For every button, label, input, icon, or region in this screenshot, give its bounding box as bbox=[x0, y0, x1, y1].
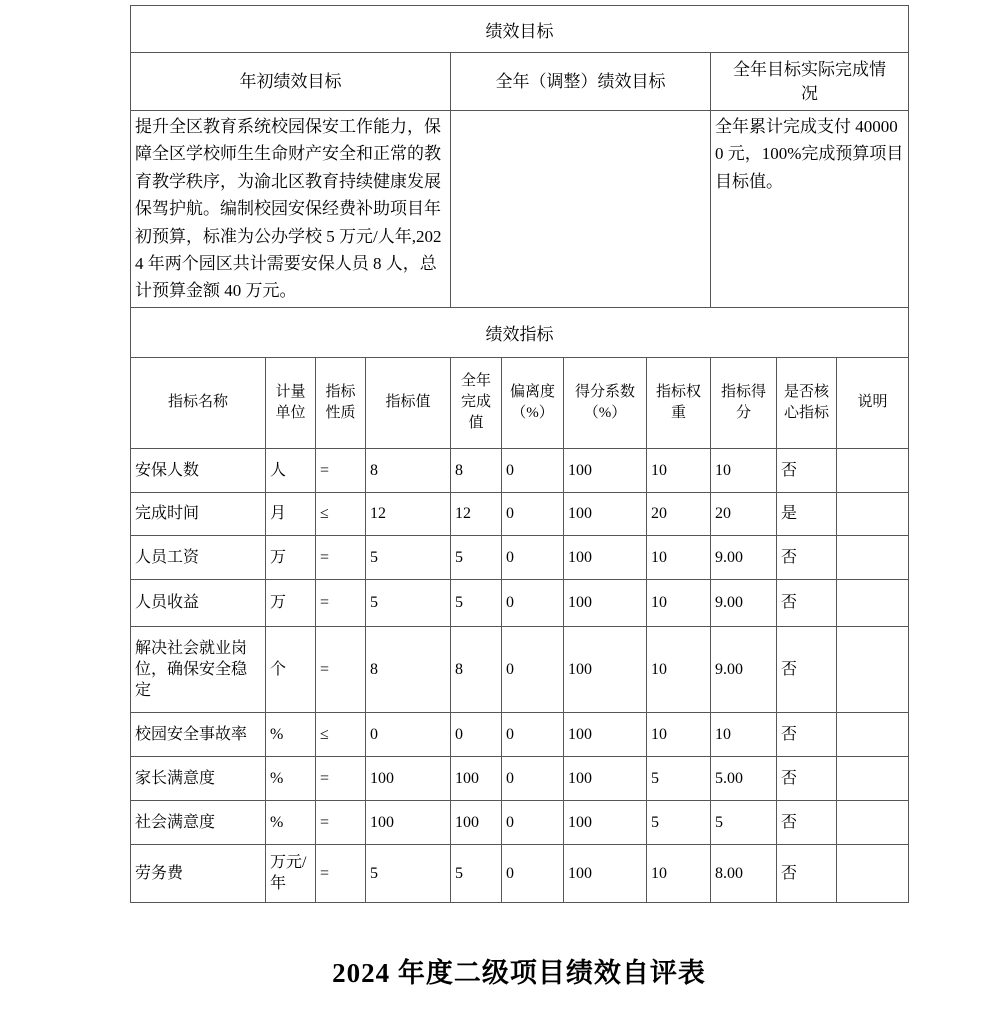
indicator-cell: 家长满意度 bbox=[131, 756, 266, 800]
indicator-cell: 100 bbox=[564, 579, 647, 626]
indicator-cell: 否 bbox=[777, 800, 837, 844]
indicator-col-header-unit: 计量单位 bbox=[266, 357, 316, 448]
indicator-cell: 9.00 bbox=[711, 535, 777, 579]
indicator-col-header-name: 指标名称 bbox=[131, 357, 266, 448]
indicator-cell: 5 bbox=[647, 756, 711, 800]
indicator-cell: 0 bbox=[366, 712, 451, 756]
indicator-cell: 5 bbox=[451, 844, 502, 902]
indicator-col-header-score: 指标得分 bbox=[711, 357, 777, 448]
indicator-cell: 12 bbox=[366, 492, 451, 535]
indicator-cell bbox=[837, 756, 909, 800]
indicator-cell: 安保人数 bbox=[131, 448, 266, 492]
indicator-cell: 人 bbox=[266, 448, 316, 492]
indicator-cell: = bbox=[316, 626, 366, 712]
indicator-cell: 9.00 bbox=[711, 626, 777, 712]
indicator-cell: 解决社会就业岗位，确保安全稳定 bbox=[131, 626, 266, 712]
document-sheet bbox=[130, 5, 908, 990]
indicator-cell: 5 bbox=[366, 844, 451, 902]
indicator-cell bbox=[837, 800, 909, 844]
indicator-cell: 10 bbox=[647, 626, 711, 712]
indicator-cell bbox=[837, 448, 909, 492]
table-row bbox=[131, 492, 909, 535]
indicator-cell: 10 bbox=[647, 579, 711, 626]
indicator-col-header-nature: 指标性质 bbox=[316, 357, 366, 448]
indicator-header-row bbox=[131, 357, 909, 448]
table-row bbox=[131, 756, 909, 800]
indicator-cell: 万元/年 bbox=[266, 844, 316, 902]
indicator-cell: 10 bbox=[647, 712, 711, 756]
indicator-cell: 10 bbox=[711, 712, 777, 756]
indicator-cell bbox=[837, 579, 909, 626]
indicator-cell: = bbox=[316, 579, 366, 626]
table-row bbox=[131, 535, 909, 579]
indicator-cell: 0 bbox=[502, 535, 564, 579]
indicator-col-header-target: 指标值 bbox=[366, 357, 451, 448]
indicator-cell: 10 bbox=[647, 844, 711, 902]
indicator-cell: 100 bbox=[564, 448, 647, 492]
indicator-cell: 5 bbox=[711, 800, 777, 844]
indicators-section-header: 绩效指标 bbox=[131, 307, 909, 357]
goal-col-header-initial: 年初绩效目标 bbox=[131, 53, 451, 111]
indicator-cell: 100 bbox=[366, 800, 451, 844]
goal-col-header-actual: 全年目标实际完成情况 bbox=[711, 53, 909, 111]
indicator-cell: 校园安全事故率 bbox=[131, 712, 266, 756]
table-row bbox=[131, 626, 909, 712]
indicator-cell: 100 bbox=[451, 756, 502, 800]
indicator-cell: 10 bbox=[647, 448, 711, 492]
indicator-cell bbox=[837, 844, 909, 902]
table-row bbox=[131, 800, 909, 844]
indicator-cell bbox=[837, 712, 909, 756]
indicator-cell: 8 bbox=[366, 626, 451, 712]
indicator-cell: 0 bbox=[502, 756, 564, 800]
indicator-cell: 0 bbox=[502, 844, 564, 902]
indicator-cell: 100 bbox=[366, 756, 451, 800]
indicator-cell: = bbox=[316, 535, 366, 579]
indicator-cell: = bbox=[316, 448, 366, 492]
indicator-cell: 8 bbox=[451, 448, 502, 492]
indicator-cell: 5 bbox=[451, 535, 502, 579]
indicator-cell: 否 bbox=[777, 448, 837, 492]
performance-table bbox=[130, 5, 909, 903]
indicator-col-header-weight: 指标权重 bbox=[647, 357, 711, 448]
table-row bbox=[131, 844, 909, 902]
indicator-cell: 否 bbox=[777, 712, 837, 756]
indicator-cell bbox=[837, 492, 909, 535]
indicator-cell: 否 bbox=[777, 626, 837, 712]
indicator-cell: % bbox=[266, 800, 316, 844]
indicator-cell: 社会满意度 bbox=[131, 800, 266, 844]
indicator-cell: 100 bbox=[564, 626, 647, 712]
indicator-cell: 完成时间 bbox=[131, 492, 266, 535]
indicator-cell: 8.00 bbox=[711, 844, 777, 902]
indicator-cell: 100 bbox=[564, 492, 647, 535]
indicator-cell: 100 bbox=[564, 756, 647, 800]
indicator-cell: 0 bbox=[502, 800, 564, 844]
indicator-cell: 100 bbox=[564, 712, 647, 756]
indicator-cell: 个 bbox=[266, 626, 316, 712]
indicator-cell: 9.00 bbox=[711, 579, 777, 626]
indicator-cell: 0 bbox=[502, 626, 564, 712]
indicator-cell: 否 bbox=[777, 579, 837, 626]
table-row bbox=[131, 712, 909, 756]
indicator-cell: 10 bbox=[711, 448, 777, 492]
indicator-cell: 0 bbox=[502, 712, 564, 756]
indicator-cell: 否 bbox=[777, 756, 837, 800]
indicator-cell: 人员收益 bbox=[131, 579, 266, 626]
indicator-cell: = bbox=[316, 844, 366, 902]
indicator-cell: 0 bbox=[502, 492, 564, 535]
indicator-cell: 8 bbox=[451, 626, 502, 712]
indicator-cell: ≤ bbox=[316, 712, 366, 756]
indicator-cell: 否 bbox=[777, 535, 837, 579]
indicator-cell: 5 bbox=[366, 579, 451, 626]
table-row bbox=[131, 448, 909, 492]
indicator-cell: = bbox=[316, 756, 366, 800]
indicators-tbody bbox=[131, 448, 909, 902]
indicator-cell: 100 bbox=[564, 844, 647, 902]
initial-goal-cell: 提升全区教育系统校园保安工作能力，保障全区学校师生生命财产安全和正常的教育教学秩序，为渝北区教育持续健康发展保驾护航。编制校园安保经费补助项目年初预算，标准为公办学校 5 万元/人年,2024 年两个园区共计需要安保人员 8 人，总计预算金额 40 万元。 bbox=[131, 111, 451, 308]
indicator-cell: 12 bbox=[451, 492, 502, 535]
indicator-col-header-completed: 全年完成值 bbox=[451, 357, 502, 448]
indicator-cell: 月 bbox=[266, 492, 316, 535]
indicator-cell: 是 bbox=[777, 492, 837, 535]
indicator-cell: 5.00 bbox=[711, 756, 777, 800]
indicator-cell: 0 bbox=[502, 448, 564, 492]
indicator-col-header-deviation: 偏离度（%） bbox=[502, 357, 564, 448]
indicator-cell: 5 bbox=[647, 800, 711, 844]
indicator-cell: 0 bbox=[451, 712, 502, 756]
indicator-cell: 否 bbox=[777, 844, 837, 902]
indicator-col-header-core: 是否核心指标 bbox=[777, 357, 837, 448]
indicator-cell: = bbox=[316, 800, 366, 844]
indicator-cell: % bbox=[266, 756, 316, 800]
indicator-cell: 100 bbox=[564, 535, 647, 579]
indicator-cell: 8 bbox=[366, 448, 451, 492]
indicator-cell: 0 bbox=[502, 579, 564, 626]
indicator-cell: 劳务费 bbox=[131, 844, 266, 902]
indicator-cell: 5 bbox=[451, 579, 502, 626]
indicator-col-header-note: 说明 bbox=[837, 357, 909, 448]
indicator-cell: 20 bbox=[647, 492, 711, 535]
goals-section-header: 绩效目标 bbox=[131, 6, 909, 53]
indicator-cell: 万 bbox=[266, 579, 316, 626]
goal-col-header-adjusted: 全年（调整）绩效目标 bbox=[451, 53, 711, 111]
indicator-cell: ≤ bbox=[316, 492, 366, 535]
indicator-cell: 100 bbox=[451, 800, 502, 844]
actual-completion-cell: 全年累计完成支付 400000 元，100%完成预算项目目标值。 bbox=[711, 111, 909, 308]
page-title: 2024 年度二级项目绩效自评表 bbox=[332, 957, 706, 988]
indicator-cell: 20 bbox=[711, 492, 777, 535]
indicator-cell: 5 bbox=[366, 535, 451, 579]
indicator-cell: 万 bbox=[266, 535, 316, 579]
table-row bbox=[131, 579, 909, 626]
indicator-cell bbox=[837, 535, 909, 579]
indicator-cell bbox=[837, 626, 909, 712]
indicator-cell: 100 bbox=[564, 800, 647, 844]
adjusted-goal-cell bbox=[451, 111, 711, 308]
indicator-col-header-score-coef: 得分系数（%） bbox=[564, 357, 647, 448]
indicator-cell: 10 bbox=[647, 535, 711, 579]
indicator-cell: % bbox=[266, 712, 316, 756]
indicator-cell: 人员工资 bbox=[131, 535, 266, 579]
